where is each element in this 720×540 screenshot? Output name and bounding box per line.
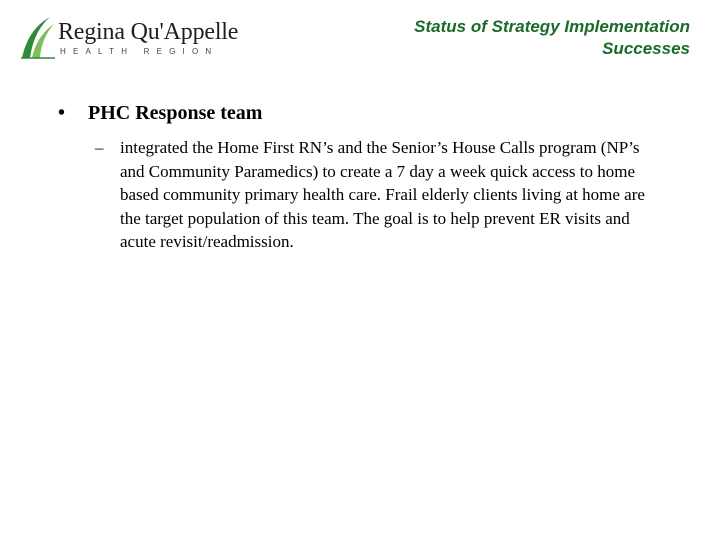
bullet-item: [58, 100, 678, 126]
sub-bullet-item: [95, 136, 665, 254]
sub-bullet-marker: –: [95, 138, 104, 157]
bullet-text: PHC Response team: [88, 102, 263, 124]
leaf-swoosh-icon: [20, 14, 56, 60]
organization-logo: [20, 14, 239, 60]
bullet-marker: •: [58, 102, 66, 124]
logo-subtitle: HEALTH REGION: [60, 47, 219, 56]
slide-title: [414, 16, 690, 60]
slide-title-line-2: Successes: [602, 39, 690, 58]
slide-title-line-1: Status of Strategy Implementation: [414, 17, 690, 36]
sub-bullet-text: integrated the Home First RN’s and the Senior’s House Calls program (NP’s and Community Paramedics) to create a 7 day a week quick access to home based community primary health care. Frail elderly clients living at home are the target population of this team. The goal is to help prevent ER visits and acute revisit/readmission.: [120, 138, 645, 251]
logo-name: Regina Qu'Appelle: [58, 19, 239, 45]
